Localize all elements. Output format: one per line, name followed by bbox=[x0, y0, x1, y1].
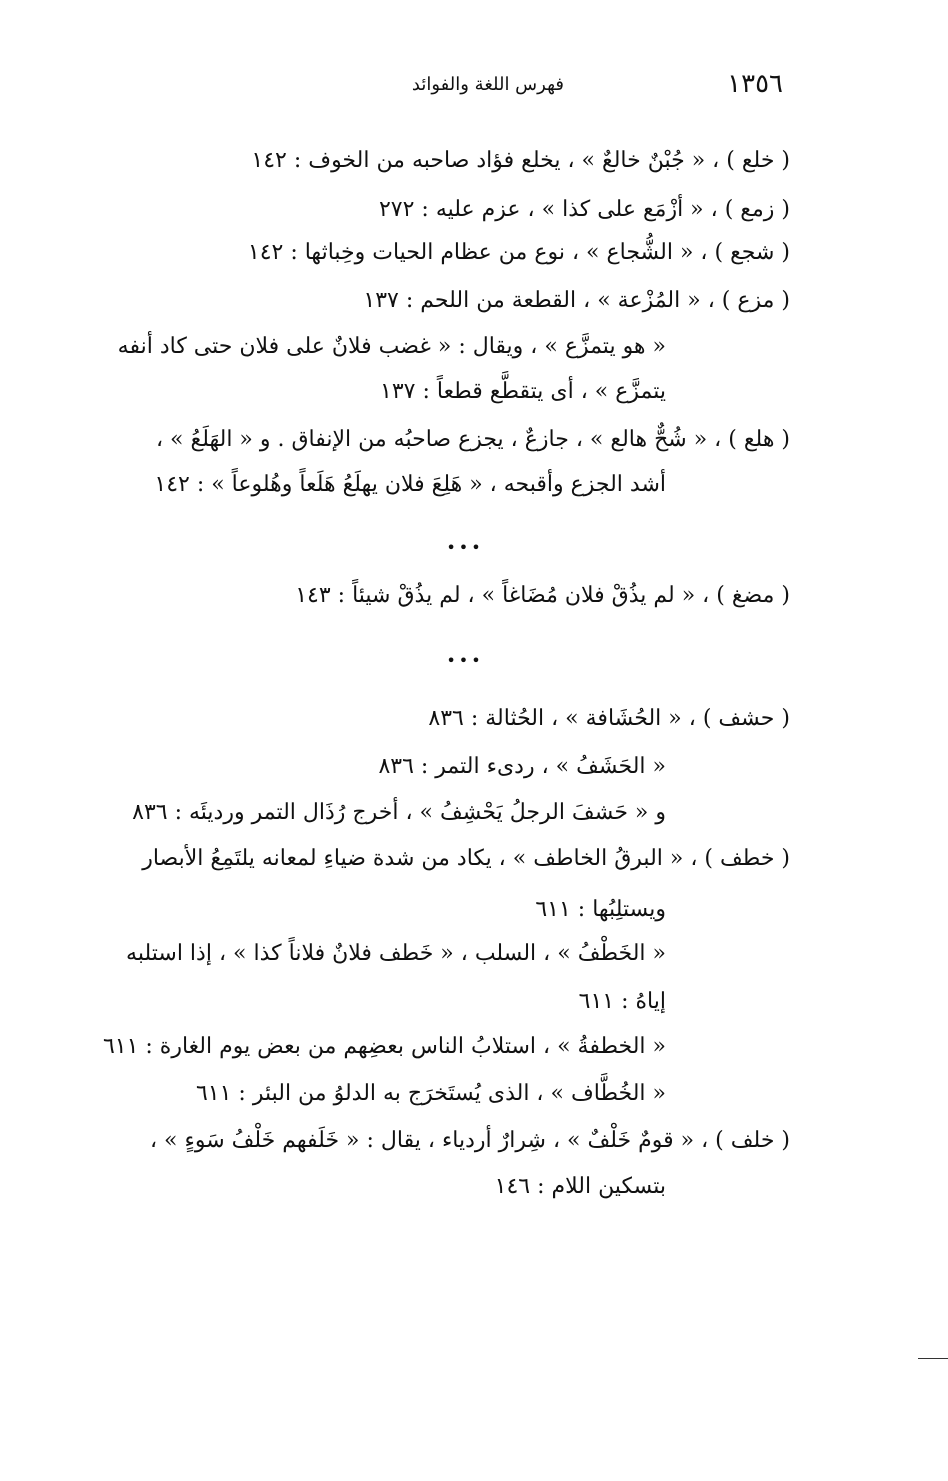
section-separator: ••• bbox=[446, 651, 484, 670]
running-title: فهرس اللغة والفوائد bbox=[411, 74, 564, 95]
entry-line: « الحَشَفُ » ، ردىء التمر : ٨٣٦ bbox=[378, 754, 666, 779]
entry-line: « الخطفةُ » ، استلابُ الناس بعضِهم من بعض يوم الغارة : ٦١١ bbox=[102, 1034, 666, 1059]
entry-line: ( خلع ) ، « جُبْنٌ خالعٌ » ، يخلع فؤاد صاحبه من الخوف : ١٤٢ bbox=[251, 148, 790, 173]
section-separator: ••• bbox=[446, 538, 484, 557]
entry-line: أشد الجزع وأقبحه ، « هَلِعَ فلان يهلَعُ هَلَعاً وهُلوعاً » : ١٤٢ bbox=[154, 472, 666, 497]
page-number: ١٣٥٦ bbox=[727, 69, 783, 99]
entry-line: « الخَطْفُ » ، السلب ، « خَطف فلانٌ فلاناً كذا » ، إذا استلبه bbox=[126, 941, 666, 966]
entry-line: « الخُطَّاف » ، الذى يُستَخرَج به الدلوُ من البئر : ٦١١ bbox=[195, 1081, 666, 1106]
entry-line: ( شجع ) ، « الشُّجاع » ، نوع من عظام الحيات وخِباثها : ١٤٢ bbox=[247, 240, 790, 265]
entry-line: يتمزَّع » ، أى يتقطَّع قطعاً : ١٣٧ bbox=[380, 379, 666, 404]
entry-line: و « حَشفَ الرجلُ يَحْشِفُ » ، أخرج رُذَال التمر ورديئَه : ٨٣٦ bbox=[132, 800, 666, 825]
entry-line: ( مضغ ) ، « لم يذُقْ فلان مُضَاغاً » ، لم يذُقْ شيئاً : ١٤٣ bbox=[295, 583, 790, 608]
entry-line: ويستلِبُها : ٦١١ bbox=[535, 897, 666, 922]
entry-line: إياهُ : ٦١١ bbox=[578, 989, 666, 1014]
entry-line: « هو يتمزَّع » ، ويقال : « غضب فلانٌ على فلان حتى كاد أنفه bbox=[117, 334, 666, 359]
entry-line: ( هلع ) ، « شُحٌّ هالع » ، جازعٌ ، يجزع صاحبُه من الإنفاق . و « الهَلَعُ » ، bbox=[155, 427, 790, 452]
entry-line: ( زمع ) ، « أزْمَع على كذا » ، عزم عليه : ٢٧٢ bbox=[378, 197, 790, 222]
margin-mark bbox=[918, 1358, 948, 1359]
entry-line: ( مزع ) ، « المُزْعة » ، القطعة من اللحم : ١٣٧ bbox=[363, 288, 790, 313]
entry-line: ( خلف ) ، « قومٌ خَلْفٌ » ، شِرارٌ أردياء ، يقال : « خَلَفهم خَلْفُ سَوءٍ » ، bbox=[149, 1128, 790, 1153]
page-header bbox=[0, 64, 948, 104]
entry-line: ( حشف ) ، « الحُشَافة » ، الحُثالة : ٨٣٦ bbox=[428, 706, 790, 731]
entry-line: بتسكين اللام : ١٤٦ bbox=[494, 1174, 666, 1199]
entry-line: ( خطف ) ، « البرقُ الخاطف » ، يكاد من شدة ضياءِ لمعانه يلتَمِعُ الأبصار bbox=[142, 846, 790, 871]
